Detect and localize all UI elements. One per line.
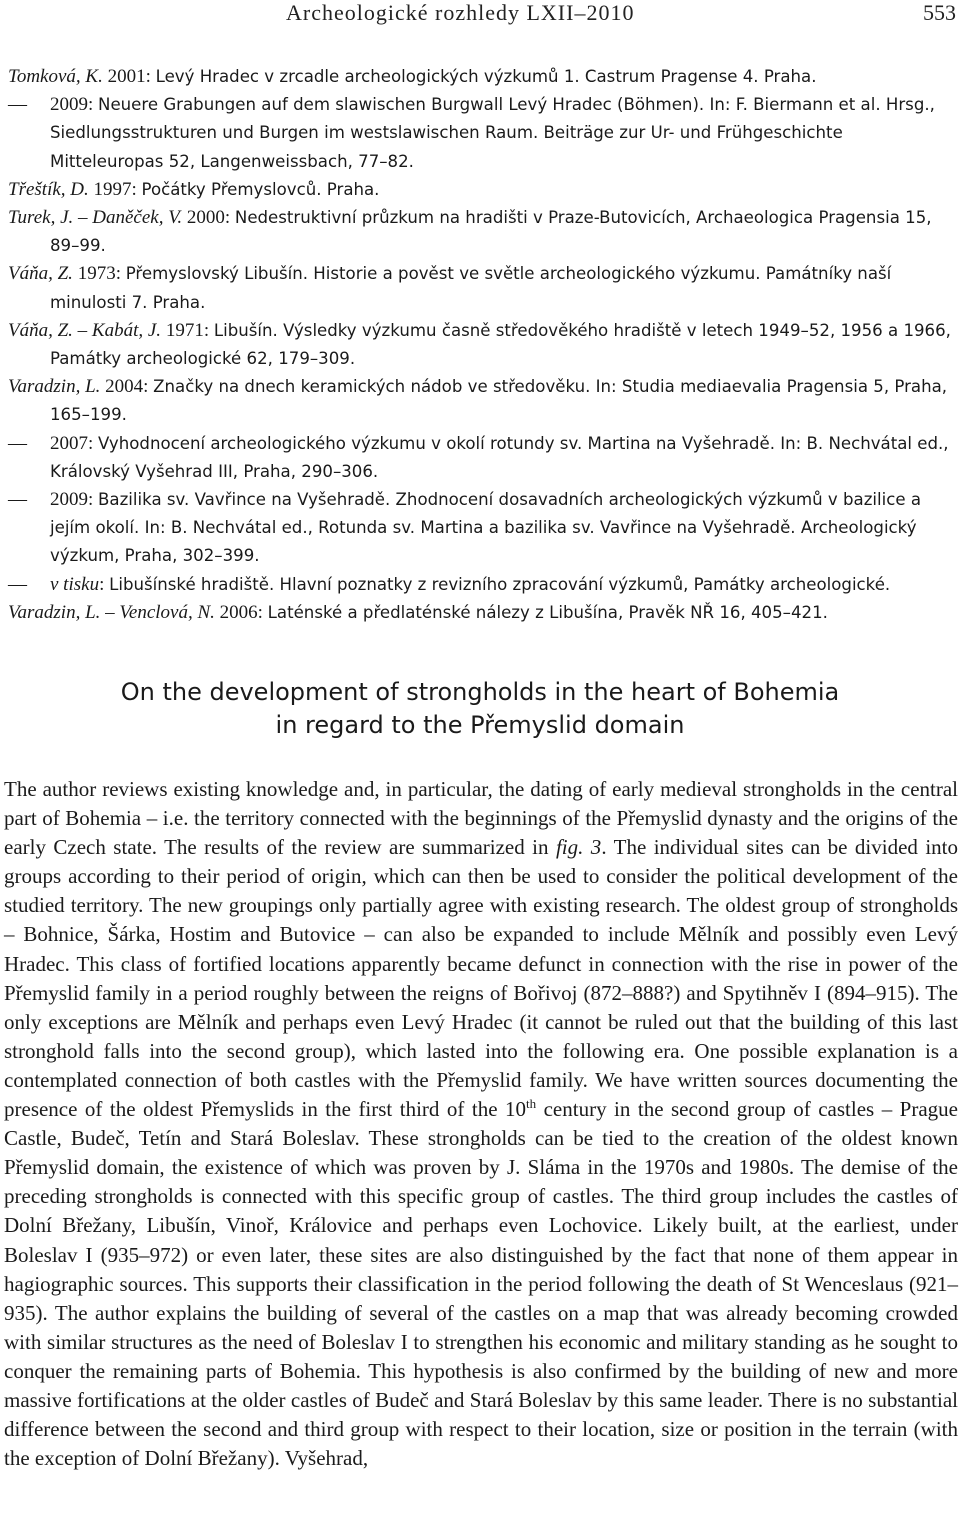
reference-list bbox=[8, 63, 956, 627]
reference-dash: — bbox=[8, 94, 27, 116]
reference-text: Přemyslovský Libušín. Historie a pověst ve světle archeologického výzkumu. Památníky naší minulosti 7. Praha. bbox=[50, 264, 892, 312]
reference-author: Váňa, Z. – Kabát, J. bbox=[8, 319, 162, 341]
figure-reference: fig. 3 bbox=[555, 835, 602, 860]
reference-text: Bazilika sv. Vavřince na Vyšehradě. Zhodnocení dosavadních archeologických výzkumů v bazilice a jejím okolí. In: B. Nechvátal ed., Rotunda sv. Martina a bazilika sv. Vavřince na Vyšehradě. Archeologický výzkum, Praha, 302–399. bbox=[50, 490, 922, 566]
reference-entry: Varadzin, L. – Venclová, N. 2006: Laténské a předlaténské nálezy z Libušína, Pravěk NŘ 16, 405–421. bbox=[8, 601, 828, 623]
reference-entry: — 2009: Bazilika sv. Vavřince na Vyšehradě. Zhodnocení dosavadních archeologických výzkumů v bazilice a jejím okolí. In: B. Nechvátal ed., Rotunda sv. Martina a bazilika sv. Vavřince na Vyšehradě. Archeologický výzkum, Praha, 302–399. bbox=[8, 486, 956, 571]
reference-text: Vyhodnocení archeologického výzkumu v okolí rotundy sv. Martina na Vyšehradě. In: B. Nechvátal ed., Královský Vyšehrad III, Praha, 290–306. bbox=[50, 433, 949, 481]
reference-author: Varadzin, L. – Venclová, N. bbox=[8, 601, 215, 623]
reference-year: 2006 bbox=[219, 601, 258, 623]
ordinal-superscript: th bbox=[526, 1096, 537, 1112]
reference-year: 2001 bbox=[107, 66, 146, 87]
reference-text: Počátky Přemyslovců. Praha. bbox=[141, 179, 380, 199]
reference-entry: Tomková, K. 2001: Levý Hradec v zrcadle archeologických výzkumů 1. Castrum Pragense 4. Praha. bbox=[8, 66, 817, 87]
reference-dash: — bbox=[8, 573, 27, 595]
reference-year: 2009 bbox=[50, 94, 88, 116]
page-number: 553 bbox=[923, 0, 956, 25]
reference-author: Varadzin, L. bbox=[8, 376, 101, 398]
reference-entry: — 2009: Neuere Grabungen auf dem slawischen Burgwall Levý Hradec (Böhmen). In: F. Biermann et al. Hrsg., Siedlungsstrukturen und Burgen im westslawischen Raum. Beiträge zur Ur- und Frühgeschichte Mitteleuropas 52, Langenweissbach, 77–82. bbox=[8, 91, 956, 176]
reference-entry: — 2007: Vyhodnocení archeologického výzkumu v okolí rotundy sv. Martina na Vyšehradě. In: B. Nechvátal ed., Královský Vyšehrad III, Praha, 290–306. bbox=[8, 430, 956, 486]
reference-text: Levý Hradec v zrcadle archeologických výzkumů 1. Castrum Pragense 4. Praha. bbox=[155, 67, 817, 86]
reference-entry: Váňa, Z. – Kabát, J. 1971: Libušín. Výsledky výzkumu časně středověkého hradiště v letech 1949–52, 1956 a 1966, Památky archeologické 62, 179–309. bbox=[8, 319, 951, 369]
reference-dash: — bbox=[8, 432, 27, 454]
reference-year: 2007 bbox=[50, 432, 88, 454]
reference-dash: — bbox=[8, 489, 27, 511]
reference-entry: — v tisku: Libušínské hradiště. Hlavní poznatky z revizního zpracování výzkumů, Památky archeologické. bbox=[8, 571, 956, 599]
reference-entry: Váňa, Z. 1973: Přemyslovský Libušín. Historie a pověst ve světle archeologického výzkumu. Památníky naší minulosti 7. Praha. bbox=[8, 263, 892, 312]
reference-text: Libušínské hradiště. Hlavní poznatky z revizního zpracování výzkumů, Památky archeologické. bbox=[109, 574, 891, 594]
abstract-text: century in the second group of castles – Prague Castle, Budeč, Tetín and Stará Boleslav. These strongholds can be tied to the creation of the oldest known Přemyslid domain, the existence of which was proven by J. Sláma in the 1970s and 1980s. The demise of the preceding strongholds is connected with this specific group of castles. The third group includes the castles of Dolní Břežany, Libušín, Vinoř, Královice and perhaps even Lochovice. Likely built, at the earliest, under Boleslav I (935–972) or even later, these sites are also distinguished by the fact that none of them appear in hagiographic sources. This supports their classification in the period following the death of St Wenceslaus (921–935). The author explains the building of several of the castles on a map that was already becoming crowded with similar structures as the need of Boleslav I to strengthen his economic and military standing as he sought to conquer the remaining parts of Bohemia. This hypothesis is also confirmed by the building of new and more massive fortifications at the older castles of Budeč and Stará Boleslav by this same leader. There is no substantial difference between the second and third group with respect to their location, size or position in the terrain (with the exception of Dolní Břežany). Vyšehrad, bbox=[4, 1097, 958, 1471]
reference-entry: Varadzin, L. 2004: Značky na dnech keramických nádob ve středověku. In: Studia mediaevalia Pragensia 5, Praha, 165–199. bbox=[8, 376, 948, 425]
reference-author: Třeštík, D. bbox=[8, 178, 89, 200]
article-title bbox=[0, 676, 960, 742]
article-title-line: in regard to the Přemyslid domain bbox=[275, 711, 685, 739]
article-title-line: On the development of strongholds in the heart of Bohemia bbox=[120, 678, 840, 706]
reference-text: Nedestruktivní průzkum na hradišti v Praze-Butovicích, Archaeologica Pragensia 15, 89–99. bbox=[50, 208, 932, 256]
reference-text: Neuere Grabungen auf dem slawischen Burgwall Levý Hradec (Böhmen). In: F. Biermann et al. Hrsg., Siedlungsstrukturen und Burgen im westslawischen Raum. Beiträge zur Ur- und Frühgeschichte Mitteleuropas 52, Langenweissbach, 77–82. bbox=[50, 95, 935, 171]
reference-year: 1971 bbox=[165, 319, 204, 341]
journal-title: Archeologické rozhledy LXII–2010 bbox=[286, 0, 635, 25]
abstract-text: The author reviews existing knowledge and, in particular, the dating of early medieval strongholds in the central part of Bohemia – i.e. the territory connected with the beginnings of the Přemyslid dynasty and the origins of the early Czech state. The results of the review are summarized in bbox=[4, 777, 958, 860]
reference-text: Značky na dnech keramických nádob ve středověku. In: Studia mediaevalia Pragensia 5, Praha, 165–199. bbox=[50, 377, 948, 425]
reference-year: 1997 bbox=[93, 178, 132, 200]
page-header bbox=[0, 0, 960, 28]
reference-author: Tomková, K. bbox=[8, 66, 103, 87]
reference-year: v tisku bbox=[50, 573, 100, 595]
reference-text: Libušín. Výsledky výzkumu časně středověkého hradiště v letech 1949–52, 1956 a 1966, Památky archeologické 62, 179–309. bbox=[50, 320, 951, 369]
reference-year: 2004 bbox=[105, 376, 144, 398]
reference-text: Laténské a předlaténské nálezy z Libušína, Pravěk NŘ 16, 405–421. bbox=[267, 602, 828, 622]
reference-year: 2000 bbox=[186, 207, 225, 229]
reference-entry: Turek, J. – Daněček, V. 2000: Nedestruktivní průzkum na hradišti v Praze-Butovicích, Archaeologica Pragensia 15, 89–99. bbox=[8, 207, 932, 256]
reference-entry: Třeštík, D. 1997: Počátky Přemyslovců. Praha. bbox=[8, 178, 380, 200]
abstract-text: . The individual sites can be divided into groups according to their period of origin, which can then be used to consider the political development of the studied territory. The new groupings only partially agree with existing research. The oldest group of strongholds – Bohnice, Šárka, Hostim and Butovice – can also be expanded to include Mělník and possibly even Levý Hradec. This class of fortified locations apparently became defunct in connection with the rise in power of the Přemyslid family in a period roughly between the reigns of Bořivoj (872–888?) and Spytihněv I (894–915). The only exceptions are Mělník and perhaps even Levý Hradec (it cannot be ruled out that the building of this last stronghold falls into the second group), which lasted into the following era. One possible explanation is a contemplated connection of both castles with the Přemyslid family. We have written sources documenting the presence of the oldest Přemyslids in the first third of the 10 bbox=[4, 835, 958, 1122]
reference-year: 1973 bbox=[77, 263, 116, 285]
reference-year: 2009 bbox=[50, 489, 88, 511]
reference-author: Váňa, Z. bbox=[8, 263, 73, 285]
reference-author: Turek, J. – Daněček, V. bbox=[8, 207, 183, 229]
abstract-paragraph bbox=[4, 775, 958, 1473]
